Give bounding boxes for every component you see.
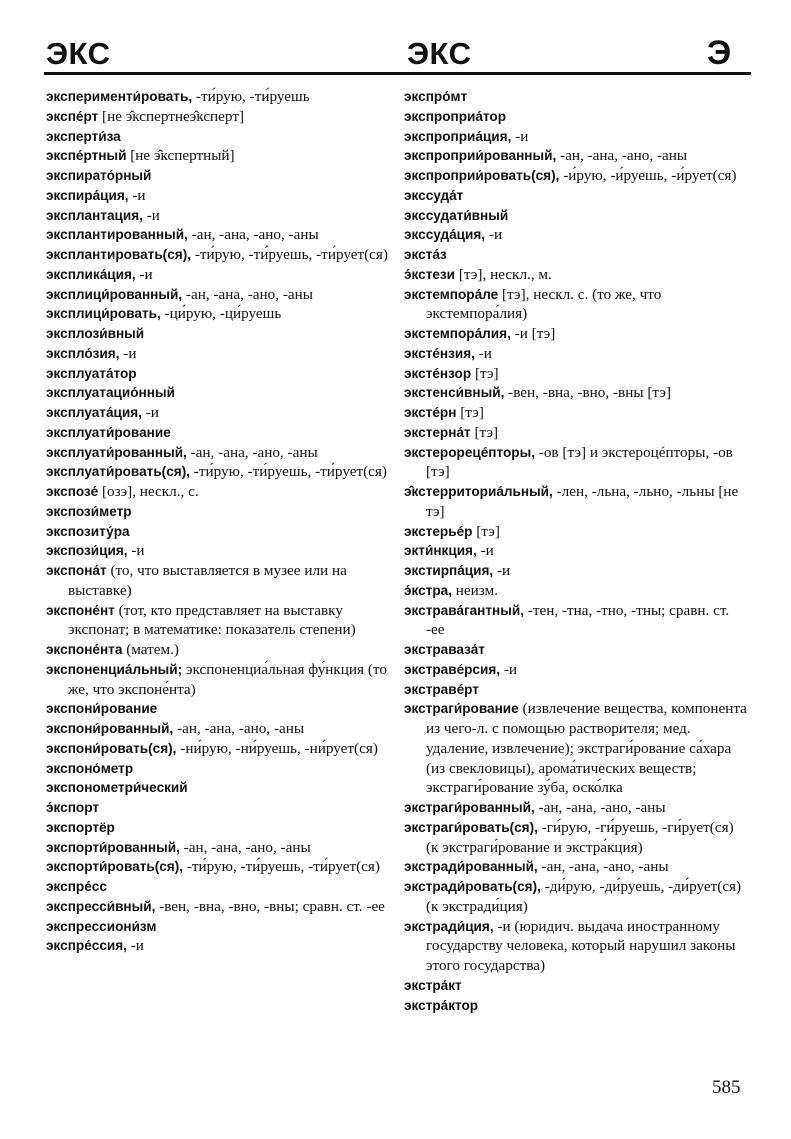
dictionary-entry	[404, 581, 747, 601]
headword: экспре́сс	[46, 879, 107, 894]
headword: экспро́мт	[404, 89, 468, 104]
entry-definition: -ан, -ана, -ано, -аны	[173, 720, 305, 737]
entry-definition: -ти́рую, -ти́руешь, -ти́рует(ся)	[191, 246, 388, 263]
entry-definition: -и	[485, 226, 503, 244]
dictionary-entry	[46, 304, 389, 324]
headword: экспроприа́тор	[404, 108, 507, 124]
entry-definition: (матем.)	[122, 641, 179, 658]
entry-definition: -и	[119, 344, 137, 362]
dictionary-entry	[404, 383, 747, 403]
running-head-right: ЭКС	[407, 36, 472, 71]
headword: экстради́ровать(ся),	[404, 879, 541, 894]
dictionary-entry	[46, 917, 389, 937]
entry-definition: -ги́рую, -ги́руешь, -ги́рует(ся) (к экстраги́рование и экстра́кция)	[426, 818, 734, 856]
dictionary-entry	[404, 541, 747, 561]
entry-definition: -и	[476, 542, 494, 560]
dictionary-entry	[46, 423, 389, 443]
entry-definition: -ан, -ана, -ано, -аны	[182, 285, 313, 303]
headword: экспози́ция,	[46, 543, 128, 559]
headword: эксплантированный,	[46, 227, 188, 243]
headword: эксплуати́рование	[46, 424, 171, 440]
dictionary-entry	[46, 877, 389, 897]
headword: эксплантировать(ся),	[46, 247, 192, 262]
entry-definition: -ан, -ана, -ано, -аны	[537, 858, 669, 876]
running-head-left: ЭКС	[46, 36, 111, 71]
dictionary-entry	[46, 324, 389, 344]
dictionary-entry	[46, 561, 389, 601]
headword: экстра́кт	[404, 977, 462, 993]
dictionary-entry	[46, 146, 389, 166]
dictionary-entry	[46, 778, 389, 798]
headword: экспонометри́ческий	[46, 780, 188, 796]
headword: экспе́рт	[46, 108, 99, 124]
dictionary-entry	[404, 245, 747, 265]
dictionary-entry	[46, 462, 389, 482]
entry-definition: -ан, -ана, -ано, -аны	[534, 799, 666, 816]
dictionary-entry	[404, 87, 747, 107]
headword: экспони́рование	[46, 701, 158, 717]
headword: экстемпора́ле	[404, 286, 499, 302]
dictionary-entry	[404, 798, 747, 818]
entry-definition: -и	[474, 344, 492, 362]
headword: экспроприи́ровать(ся),	[404, 168, 560, 183]
headword: эксплуата́тор	[46, 365, 137, 381]
dictionary-entry	[46, 936, 389, 956]
headword: экспортёр	[46, 819, 115, 835]
entry-definition: -ан, -ана, -ано, -аны	[556, 147, 688, 165]
dictionary-entry	[46, 739, 389, 759]
headword: экссуда́ция,	[404, 227, 486, 243]
headword: эксперименти́ровать,	[46, 89, 193, 104]
dictionary-entry	[46, 482, 389, 502]
headword: экстраги́рование	[404, 701, 519, 717]
headword: экспона́т	[46, 563, 107, 578]
headword: экссуда́т	[404, 187, 464, 203]
entry-definition: -и	[142, 206, 160, 224]
dictionary-entry	[404, 344, 747, 364]
dictionary-entry	[404, 166, 747, 186]
entry-definition: -вен, -вна, -вно, -вны [тэ]	[504, 384, 671, 402]
dictionary-entry	[46, 206, 389, 226]
left-column	[46, 87, 389, 956]
headword: экстраги́рованный,	[404, 800, 535, 815]
dictionary-entry	[404, 976, 747, 996]
headword: экстерьéр	[404, 523, 473, 539]
dictionary-entry	[46, 87, 389, 107]
headword: экспорти́рованный,	[46, 839, 180, 855]
entry-definition: -лен, -льна, -льно, -льны [не тэ]	[426, 483, 739, 520]
dictionary-entry	[46, 166, 389, 186]
dictionary-entry	[404, 660, 747, 680]
dictionary-entry	[46, 364, 389, 384]
entry-definition: -ди́рую, -ди́руешь, -ди́рует(ся) (к экстради́ция)	[426, 878, 742, 915]
headword: экстраваза́т	[404, 642, 485, 657]
dictionary-entry	[404, 443, 747, 483]
entry-definition: [тэ], нескл. с. (то же, что экстемпора́лия)	[426, 285, 662, 323]
entry-definition: [тэ]	[472, 522, 500, 540]
entry-definition: [тэ]	[456, 404, 484, 421]
dictionary-entry	[46, 857, 389, 877]
headword: экспозе́	[46, 484, 99, 499]
headword: эксплуата́ция,	[46, 405, 142, 420]
entry-definition: -и	[493, 562, 511, 579]
dictionary-entry	[404, 206, 747, 226]
entry-definition: (тот, кто представляет на выставку экспонат; в математике: показатель степени)	[68, 601, 356, 639]
dictionary-entry	[46, 838, 389, 858]
dictionary-entry	[404, 403, 747, 423]
headword: экспозиту́ра	[46, 523, 130, 539]
headword: экспроприи́рованный,	[404, 148, 557, 164]
section-letter: Э	[707, 34, 732, 72]
headword: экспира́ция,	[46, 187, 129, 203]
entry-definition: -и	[511, 127, 529, 145]
headword: эксплуати́рованный,	[46, 444, 187, 460]
dictionary-entry	[46, 285, 389, 305]
entry-definition: -и́рую, -и́руешь, -и́рует(ся)	[559, 167, 737, 184]
dictionary-entry	[404, 107, 747, 127]
dictionary-entry	[46, 699, 389, 719]
headword: экстéнзор	[404, 365, 472, 381]
dictionary-entry	[46, 719, 389, 739]
headword: экспоне́нт	[46, 602, 115, 618]
entry-definition: -тен, -тна, -тно, -тны; сравн. ст. -ее	[426, 601, 730, 639]
headword: экстенси́вный,	[404, 385, 505, 401]
entry-definition: -и	[126, 937, 144, 955]
dictionary-entry	[404, 522, 747, 542]
dictionary-entry	[404, 680, 747, 700]
headword: эксплуати́ровать(ся),	[46, 464, 190, 480]
entry-definition: неизм.	[452, 581, 498, 599]
dictionary-entry	[46, 186, 389, 206]
entry-definition: -вен, -вна, -вно, -вны; сравн. ст. -ее	[155, 897, 385, 915]
dictionary-entry	[404, 996, 747, 1016]
entry-definition: -ов [тэ] и экстероцéпторы, -ов [тэ]	[426, 443, 733, 481]
headword: экстирпа́ция,	[404, 563, 494, 578]
headword: эксплици́рованный,	[46, 286, 183, 302]
headword: экти́нкция,	[404, 543, 477, 559]
dictionary-entry	[46, 383, 389, 403]
headword: экссудати́вный	[404, 207, 509, 223]
entry-definition: -и	[128, 186, 146, 204]
dictionary-entry	[46, 127, 389, 147]
dictionary-entry	[404, 917, 747, 976]
headword: экспре́ссия,	[46, 938, 127, 954]
entry-definition: [тэ]	[470, 423, 499, 441]
dictionary-entry	[46, 640, 389, 660]
dictionary-entry	[46, 403, 389, 423]
headword: эксплантация,	[46, 207, 143, 223]
headword: экспорти́ровать(ся),	[46, 859, 184, 875]
headword: экстерна́т	[404, 424, 471, 440]
dictionary-entry	[46, 818, 389, 838]
headword: экстравéрсия,	[404, 661, 501, 677]
dictionary-entry	[46, 265, 389, 285]
headword: э́кстра,	[404, 582, 452, 598]
dictionary-entry	[46, 601, 389, 641]
entry-definition: -ти́рую, -ти́руешь	[192, 88, 310, 105]
dictionary-entry	[46, 541, 389, 561]
entry-definition: -и [тэ]	[510, 325, 556, 342]
dictionary-entry	[404, 877, 747, 917]
right-column	[404, 87, 747, 1015]
dictionary-entry	[404, 818, 747, 858]
dictionary-entry	[404, 601, 747, 641]
headword: эксплика́ция,	[46, 266, 136, 282]
entry-definition: -ти́рую, -ти́руешь, -ти́рует(ся)	[190, 463, 387, 481]
headword: экспоно́метр	[46, 760, 134, 776]
entry-definition: -ти́рую, -ти́руешь, -ти́рует(ся)	[183, 858, 380, 876]
dictionary-entry	[404, 561, 747, 581]
headword: экспози́метр	[46, 503, 132, 519]
headword: э́кспорт	[46, 800, 99, 815]
dictionary-entry	[404, 225, 747, 245]
dictionary-entry	[404, 640, 747, 660]
headword: экстрава́гантный,	[404, 602, 524, 618]
entry-definition: -и	[127, 542, 145, 560]
dictionary-entry	[404, 364, 747, 384]
entry-definition: -ци́рую, -ци́руешь	[160, 305, 282, 323]
dictionary-entry	[46, 798, 389, 818]
headword: э́кстези	[404, 266, 456, 282]
entry-definition: (извлечение вещества, компонента из чего-л. с помощью растворителя; мед. удаление, извлечение); экстраги́рование са́хара (из свекловицы), арома́тических веществ; экстраги́рование зу́ба, оско́лка	[426, 700, 747, 797]
headword: экстради́ция,	[404, 918, 494, 934]
headword: экспоне́нта	[46, 642, 123, 657]
headword: экспони́рованный,	[46, 721, 174, 736]
entry-definition: (то, что выставляется в музее или на выставке)	[68, 562, 347, 599]
dictionary-entry	[404, 146, 747, 166]
headword: экспло́зия,	[46, 345, 120, 361]
headword: эксплози́вный	[46, 326, 145, 341]
headword: экспе́ртный	[46, 148, 127, 164]
headword: экспирато́рный	[46, 168, 152, 183]
headword: экстéнзия,	[404, 345, 475, 361]
headword: экста́з	[404, 247, 447, 262]
entry-definition: [тэ], нескл., м.	[455, 265, 552, 283]
headword: экстерорецéпторы,	[404, 444, 535, 460]
dictionary-entry	[404, 127, 747, 147]
dictionary-entry	[404, 423, 747, 443]
dictionary-entry	[46, 522, 389, 542]
entry-definition: -ан, -ана, -ано, -аны	[186, 443, 318, 461]
entry-definition: [тэ]	[471, 364, 499, 382]
headword: экстра́ктор	[404, 997, 479, 1013]
dictionary-entry	[404, 482, 747, 522]
entry-definition: [не э̂кспертнеэ̂ксперт]	[98, 107, 245, 125]
entry-definition: экспоненциа́льная фу́нкция (то же, что экспоне́нта)	[68, 660, 387, 698]
dictionary-entry	[404, 857, 747, 877]
entry-definition: -и (юридич. выдача иностранному государству человека, который нарушил законы этого государства)	[426, 917, 736, 974]
dictionary-entry	[404, 324, 747, 344]
entry-definition: [озэ], нескл., с.	[98, 483, 199, 500]
dictionary-entry	[46, 344, 389, 364]
headword: экстради́рованный,	[404, 859, 538, 875]
headword: экспони́ровать(ся),	[46, 740, 177, 756]
entry-definition: [не э̂кспертный]	[126, 147, 235, 165]
headword: экстемпора́лия,	[404, 326, 511, 341]
entry-definition: -и	[141, 404, 159, 421]
dictionary-entry	[404, 285, 747, 325]
headword: экстравéрт	[404, 681, 479, 697]
headword: экстéрн	[404, 405, 457, 420]
dictionary-entry	[46, 443, 389, 463]
dictionary-entry	[404, 699, 747, 798]
entry-definition: -ни́рую, -ни́руешь, -ни́рует(ся)	[176, 739, 378, 757]
dictionary-entry	[46, 245, 389, 265]
dictionary-entry	[404, 186, 747, 206]
dictionary-entry	[46, 897, 389, 917]
headword: эксперти́за	[46, 128, 121, 144]
headword: экспресси́вный,	[46, 898, 156, 914]
dictionary-entry	[46, 660, 389, 700]
headword: э̂кстерриториа́льный,	[404, 484, 553, 499]
dictionary-entry	[46, 225, 389, 245]
dictionary-entry	[46, 107, 389, 127]
entry-definition: -ан, -ана, -ано, -аны	[179, 838, 311, 856]
headword: эксплици́ровать,	[46, 306, 161, 322]
entry-definition: -ан, -ана, -ано, -аны	[187, 226, 319, 244]
headword: экспроприа́ция,	[404, 128, 512, 144]
entry-definition: -и	[135, 265, 153, 283]
headword: экстраги́ровать(ся),	[404, 819, 538, 835]
dictionary-entry	[46, 759, 389, 779]
headword: экспоненциа́льный;	[46, 661, 183, 677]
page-number: 585	[712, 1077, 741, 1098]
entry-definition: -и	[500, 660, 518, 678]
dictionary-entry	[404, 265, 747, 285]
dictionary-entry	[46, 502, 389, 522]
headword: эксплуатацио́нный	[46, 385, 175, 401]
headword: экспрессиони́зм	[46, 918, 157, 934]
header-rule	[44, 72, 751, 75]
